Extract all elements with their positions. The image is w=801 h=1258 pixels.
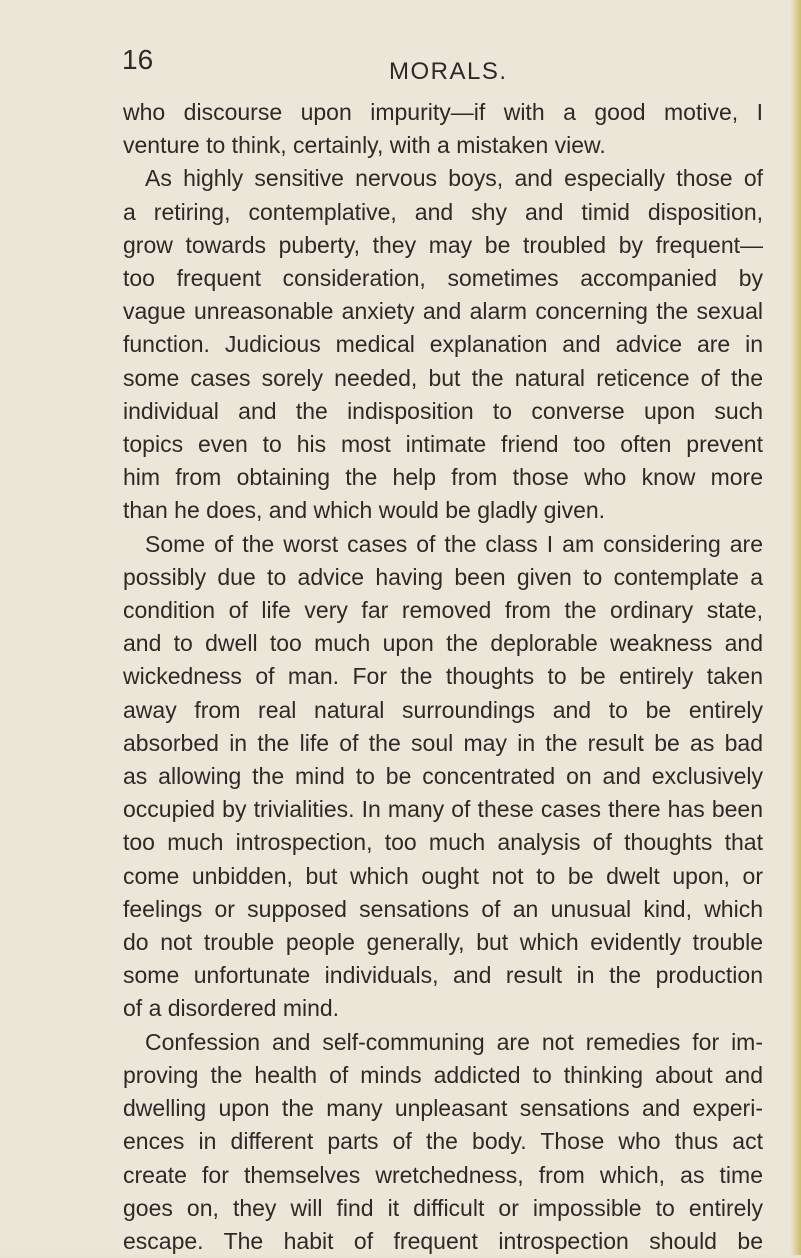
text-line: too much introspection, too much analysis of thoughts that [123,829,763,856]
text-line: wickedness of man. For the thoughts to be entirely taken [123,663,763,690]
text-line: too frequent consideration, sometimes accompanied by [123,265,763,292]
text-line: individual and the indisposition to converse upon such [123,397,763,424]
text-line: proving the health of minds addicted to thinking about and [123,1061,763,1088]
text-line: function. Judicious medical explanation and advice are in [123,331,763,358]
text-line: come unbidden, but which ought not to be dwelt upon, or [123,862,763,889]
text-line: condition of life very far removed from the ordinary state, [123,597,763,624]
text-line: grow towards puberty, they may be troubled by frequent— [123,231,763,258]
text-line: dwelling upon the many unpleasant sensations and experi- [123,1095,763,1122]
text-line: some unfortunate individuals, and result in the production [123,962,763,989]
text-line: create for themselves wretchedness, from which, as time [123,1161,763,1188]
body-text [123,96,763,1258]
text-line: vague unreasonable anxiety and alarm concerning the sexual [123,298,763,325]
page-edge [790,0,801,1255]
text-line: possibly due to advice having been given to contemplate a [123,563,763,590]
text-line: who discourse upon impurity—if with a good motive, I [123,99,763,125]
text-line: goes on, they will find it difficult or impossible to entirely [123,1194,763,1221]
page-number: 16 [122,44,154,75]
text-line: ences in different parts of the body. Those who thus act [123,1128,763,1155]
text-line: away from real natural surroundings and to be entirely [123,696,763,723]
running-head: MORALS. [389,58,508,85]
text-line: than he does, and which would be gladly given. [123,497,606,524]
text-line: topics even to his most intimate friend too often prevent [123,431,763,458]
text-line: him from obtaining the help from those who know more [123,464,763,491]
text-line: occupied by trivialities. In many of these cases there has been [123,796,763,823]
text-line: As highly sensitive nervous boys, and especially those of [145,165,763,192]
text-line: and to dwell too much upon the deplorable weakness and [123,630,763,657]
text-line: feelings or supposed sensations of an unusual kind, which [123,895,763,922]
text-line: do not trouble people generally, but which evidently trouble [123,929,763,956]
text-line: Some of the worst cases of the class I am considering are [145,530,763,557]
text-line: venture to think, certainly, with a mistaken view. [123,132,606,159]
text-line: absorbed in the life of the soul may in the result be as bad [123,729,763,756]
text-line: of a disordered mind. [123,995,340,1022]
text-line: Confession and self-communing are not remedies for im- [145,1028,763,1055]
text-line: a retiring, contemplative, and shy and timid disposition, [123,198,763,225]
text-line: some cases sorely needed, but the natural reticence of the [123,364,763,391]
text-line: as allowing the mind to be concentrated on and exclusively [123,763,763,790]
text-line: escape. The habit of frequent introspection should be [123,1227,763,1254]
